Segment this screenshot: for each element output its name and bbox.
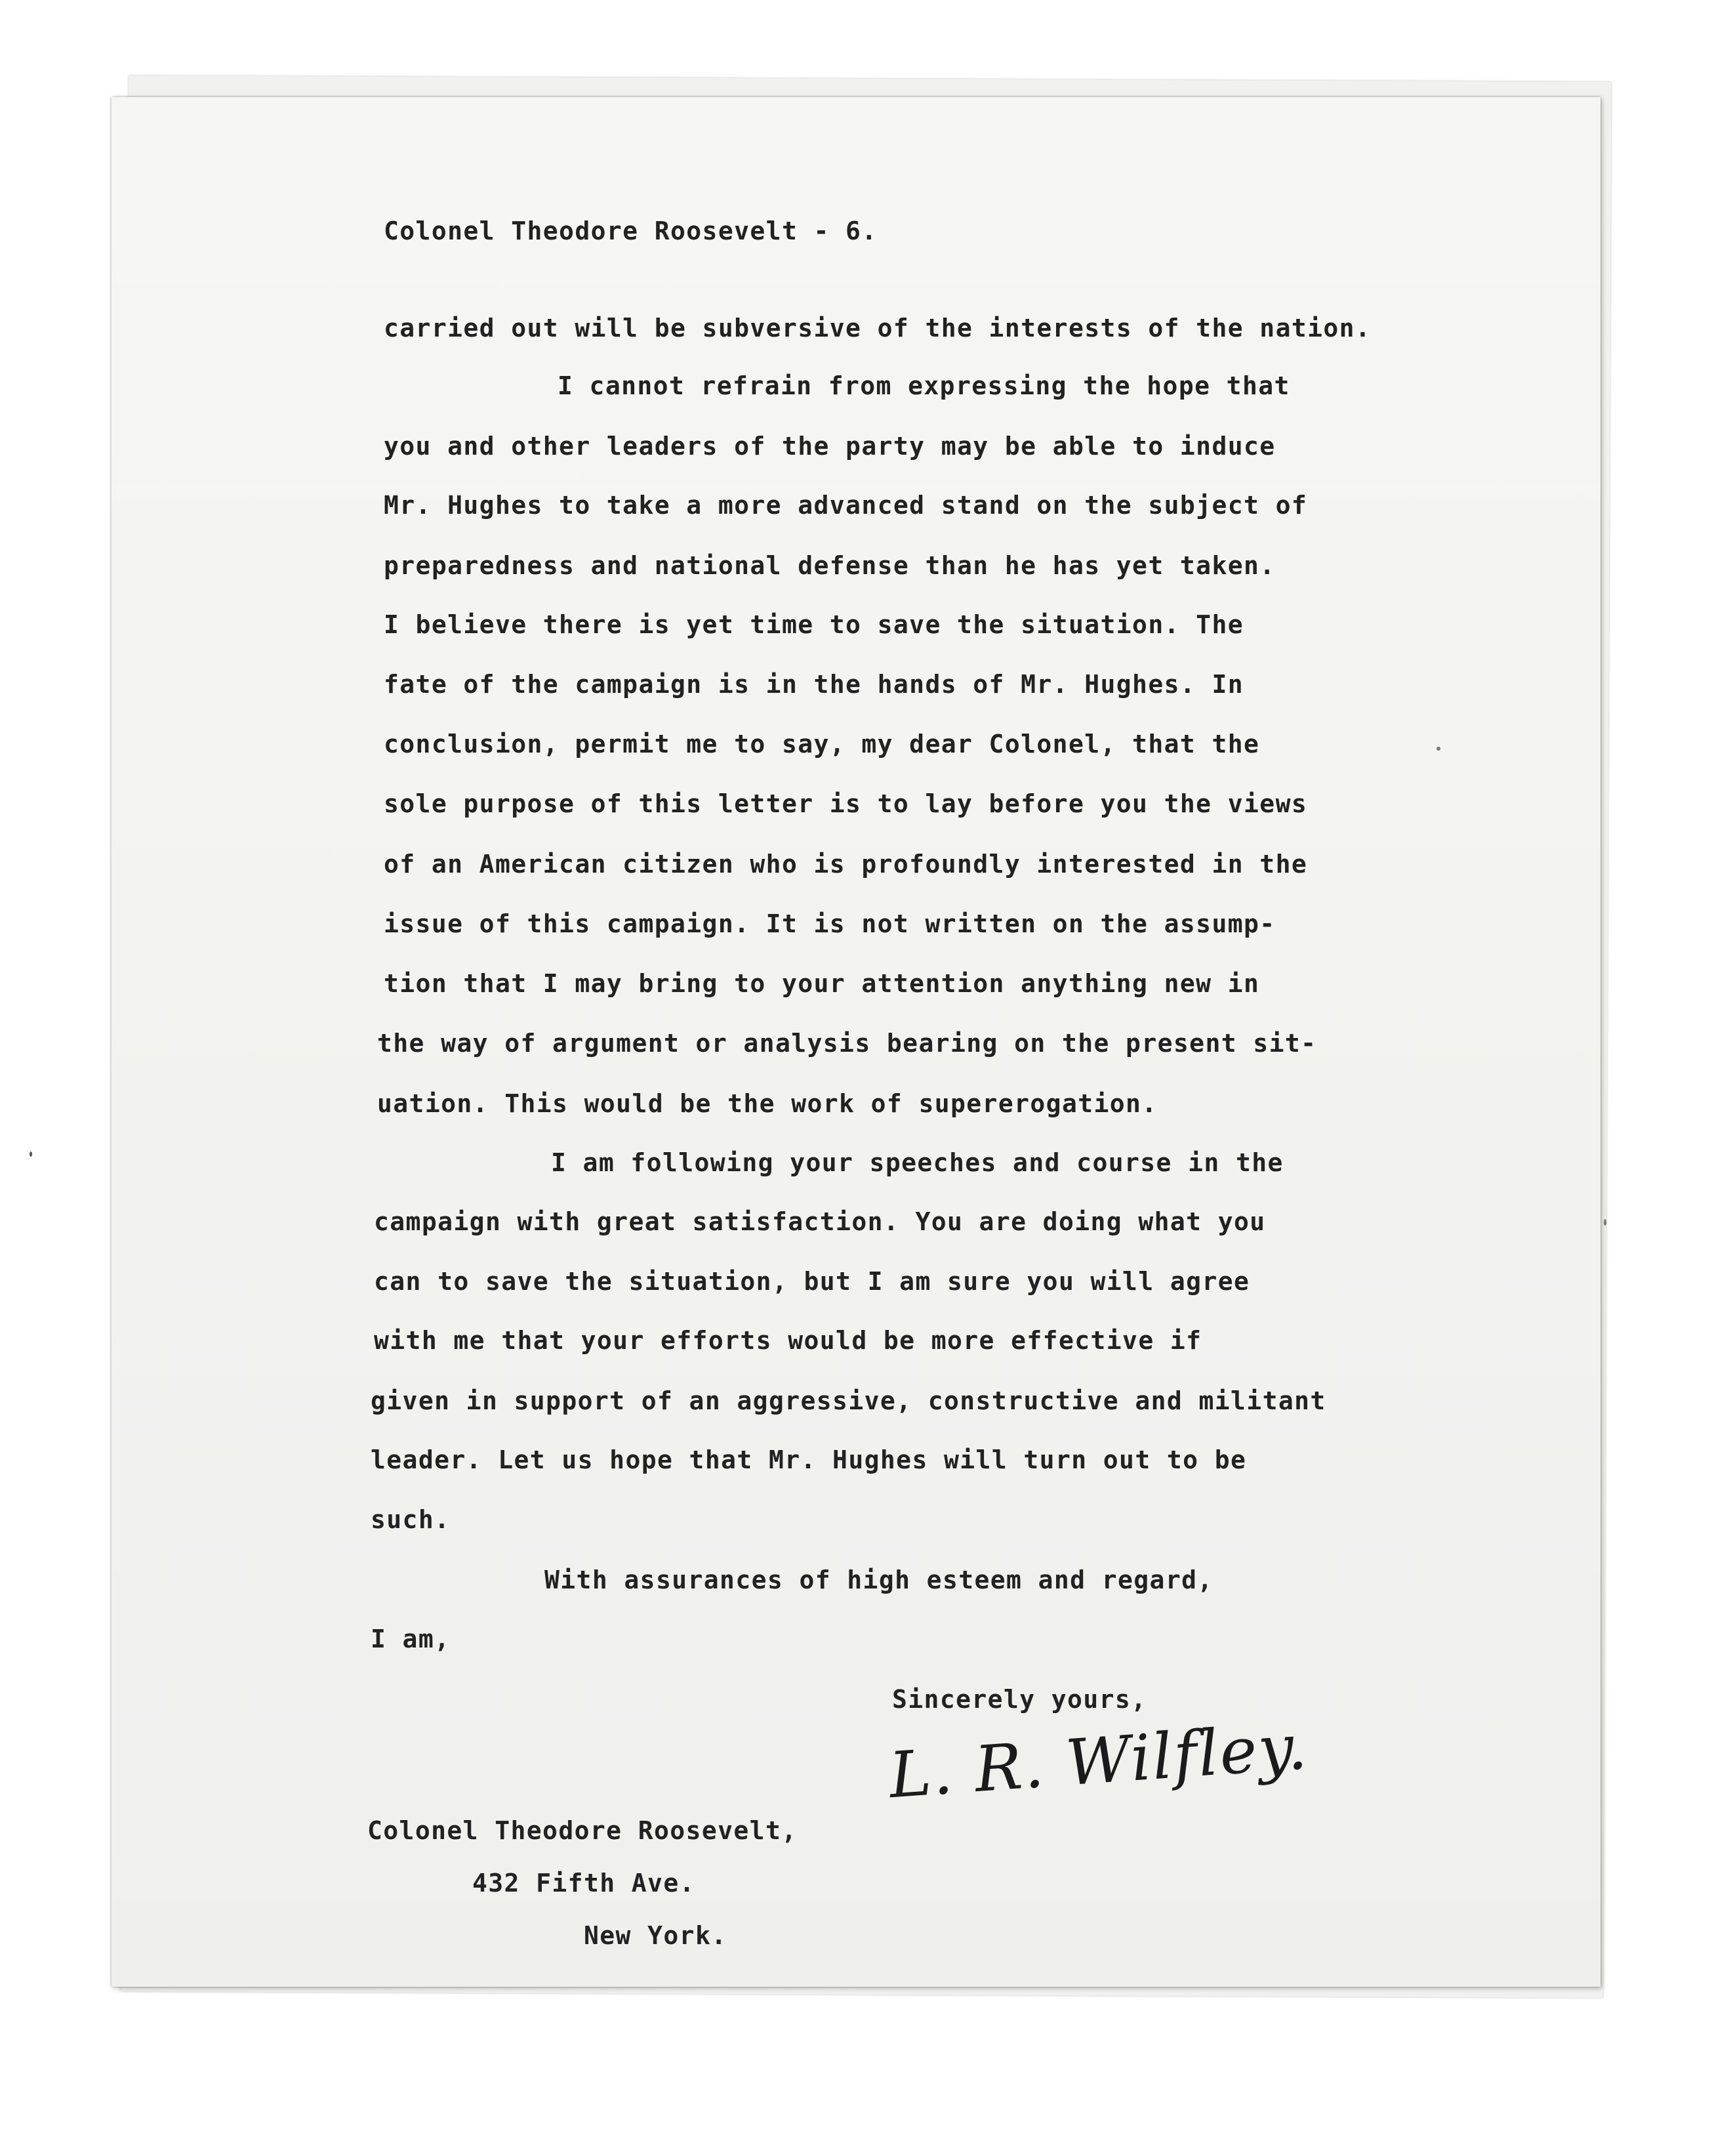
body-line: leader. Let us hope that Mr. Hughes will turn out to be	[371, 1445, 1247, 1474]
body-line: I believe there is yet time to save the situation. The	[384, 610, 1244, 639]
body-line: of an American citizen who is profoundly interested in the	[384, 850, 1308, 879]
body-line: uation. This would be the work of supererogation.	[377, 1089, 1158, 1118]
body-line: Mr. Hughes to take a more advanced stand on the subject of	[384, 491, 1308, 520]
body-line: tion that I may bring to your attention anything new in	[384, 969, 1260, 998]
body-line: fate of the campaign is in the hands of Mr. Hughes. In	[384, 670, 1244, 699]
letter-page	[112, 97, 1600, 1987]
body-line: sole purpose of this letter is to lay before you the views	[384, 789, 1308, 818]
body-line: I cannot refrain from expressing the hope that	[558, 371, 1290, 400]
address-city: New York.	[584, 1921, 727, 1950]
body-line: carried out will be subversive of the interests of the nation.	[384, 314, 1372, 342]
body-line: preparedness and national defense than he has yet taken.	[384, 551, 1276, 580]
signature: L. R. Wilfley.	[886, 1709, 1311, 1813]
body-line: issue of this campaign. It is not written on the assump-	[384, 909, 1276, 938]
address-street: 432 Fifth Ave.	[472, 1869, 695, 1897]
body-line: I am following your speeches and course in the	[551, 1148, 1284, 1177]
address-name: Colonel Theodore Roosevelt,	[367, 1816, 798, 1845]
page-header: Colonel Theodore Roosevelt - 6.	[384, 217, 878, 245]
body-line: given in support of an aggressive, constructive and militant	[371, 1386, 1326, 1415]
body-line: I am,	[371, 1625, 451, 1653]
body-line: the way of argument or analysis bearing on the present sit-	[377, 1029, 1317, 1058]
paper-speck	[1604, 1219, 1606, 1226]
scan-speck	[30, 1151, 32, 1157]
closing: Sincerely yours,	[892, 1685, 1147, 1714]
body-line: conclusion, permit me to say, my dear Colonel, that the	[384, 730, 1260, 758]
body-line: with me that your efforts would be more effective if	[374, 1326, 1202, 1355]
body-line: can to save the situation, but I am sure you will agree	[374, 1267, 1250, 1296]
body-line: such.	[371, 1505, 451, 1534]
paper-speck	[1437, 747, 1440, 751]
body-line: With assurances of high esteem and regard,	[544, 1565, 1213, 1594]
body-line: you and other leaders of the party may be able to induce	[384, 432, 1276, 461]
body-line: campaign with great satisfaction. You are doing what you	[374, 1207, 1266, 1236]
